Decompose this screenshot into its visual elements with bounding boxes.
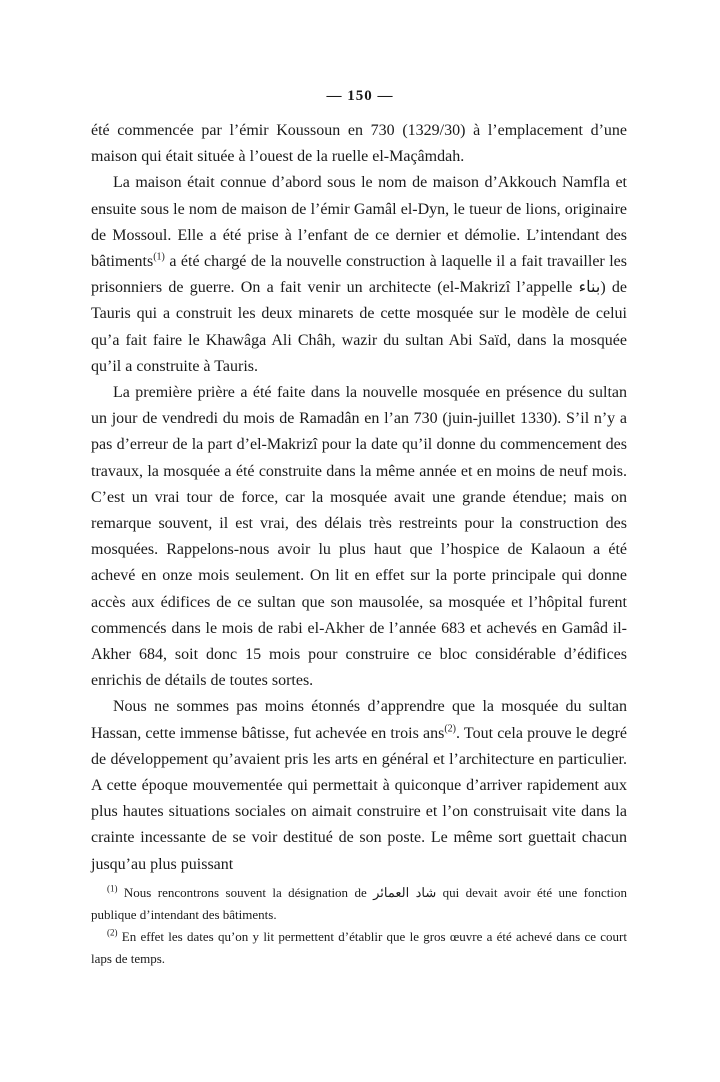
footnote-2-mark: (2) bbox=[107, 927, 118, 938]
footnotes bbox=[91, 882, 627, 970]
arabic-term-architect: بناء bbox=[578, 279, 601, 297]
paragraph-3: La première prière a été faite dans la nouvelle mosquée en présence du sultan un jour de vendredi du mois de Ramadân en l’an 730 (juin-juillet 1330). S’il n’y a pas d’erreur de la part d’el-Makrizî pour la date qu’il donne du commencement des travaux, la mosquée a été construite dans la même année et en moins de neuf mois. C’est un vrai tour de force, car la mosquée avait une grande étendue; mais on remarque souvent, il est vrai, des délais très restreints pour la construction des mosquées. Rappelons-nous avoir lu plus haut que l’hospice de Kalaoun a été achevé en onze mois seulement. On lit en effet sur la porte principale qui donne accès aux édifices de ce sultan que son mausolée, sa mosquée et l’hôpital furent commencés dans le mois de rabi el-Akher de l’année 683 et achevés en Gamâd il-Akher 684, soit donc 15 mois pour construire ce bloc considérable d’édifices enrichis de détails de toutes sortes. bbox=[91, 384, 627, 690]
arabic-term-intendant: شاد العمائر bbox=[373, 885, 437, 900]
body-text bbox=[91, 118, 627, 878]
footnote-1-end: qui devait avoir été une fonction publique d’intendant des bâtiments. bbox=[91, 885, 627, 922]
paragraph-2-end: ) de Tauris qui a construit les deux minarets de cette mosquée sur le modèle de celui qu’a fait faire le Khawâga Ali Châh, wazir du sultan Abi Saïd, dans la mosquée qu’il a construite à Tauris. bbox=[91, 279, 628, 375]
footnote-2 bbox=[91, 926, 627, 970]
paragraph-2-text: La maison était connue d’abord sous le nom de maison d’Akkouch Namfla et ensuite sous le nom de maison de l’émir Gamâl el-Dyn, le tueur de lions, originaire de Mossoul. Elle a été prise à l’enfant de ce dernier et démolie. L’intendant des bâtiments bbox=[91, 174, 627, 271]
footnote-ref-1: (1) bbox=[153, 251, 165, 263]
paragraph-4 bbox=[91, 694, 627, 877]
footnote-1-mark: (1) bbox=[107, 883, 118, 894]
footnote-2-text: En effet les dates qu’on y lit permettent d’établir que le gros œuvre a été achevé dans ce court laps de temps. bbox=[91, 929, 627, 966]
paragraph-2-continuation: a été chargé de la nouvelle construction à laquelle il a fait travailler les prisonniers de guerre. On a fait venir un architecte (el-Makrizî l’appelle bbox=[91, 253, 627, 297]
page-number: — 150 — bbox=[326, 88, 394, 104]
footnote-1-text: Nous rencontrons souvent la désignation de bbox=[117, 885, 374, 900]
paragraph-1: été commencée par l’émir Koussoun en 730 (1329/30) à l’emplacement d’une maison qui était située à l’ouest de la ruelle el-Maçâmdah. bbox=[91, 122, 627, 166]
footnote-1 bbox=[91, 882, 627, 926]
paragraph-4-end: . Tout cela prouve le degré de développement qu’avaient pris les arts en général et l’architecture en particulier. A cette époque mouvementée qui permettait à quiconque d’arriver rapidement aux plus hautes situations sociales on aimait construire et l’on construisait vite dans la crainte incessante de se voir destitué de son poste. Le même sort guettait chacun jusqu’au plus puissant bbox=[91, 724, 627, 873]
footnote-ref-2: (2) bbox=[444, 723, 457, 735]
paragraph-2 bbox=[91, 170, 627, 380]
paragraph-4-text: Nous ne sommes pas moins étonnés d’apprendre que la mosquée du sultan Hassan, cette immense bâtisse, fut achevée en trois ans bbox=[91, 698, 627, 742]
